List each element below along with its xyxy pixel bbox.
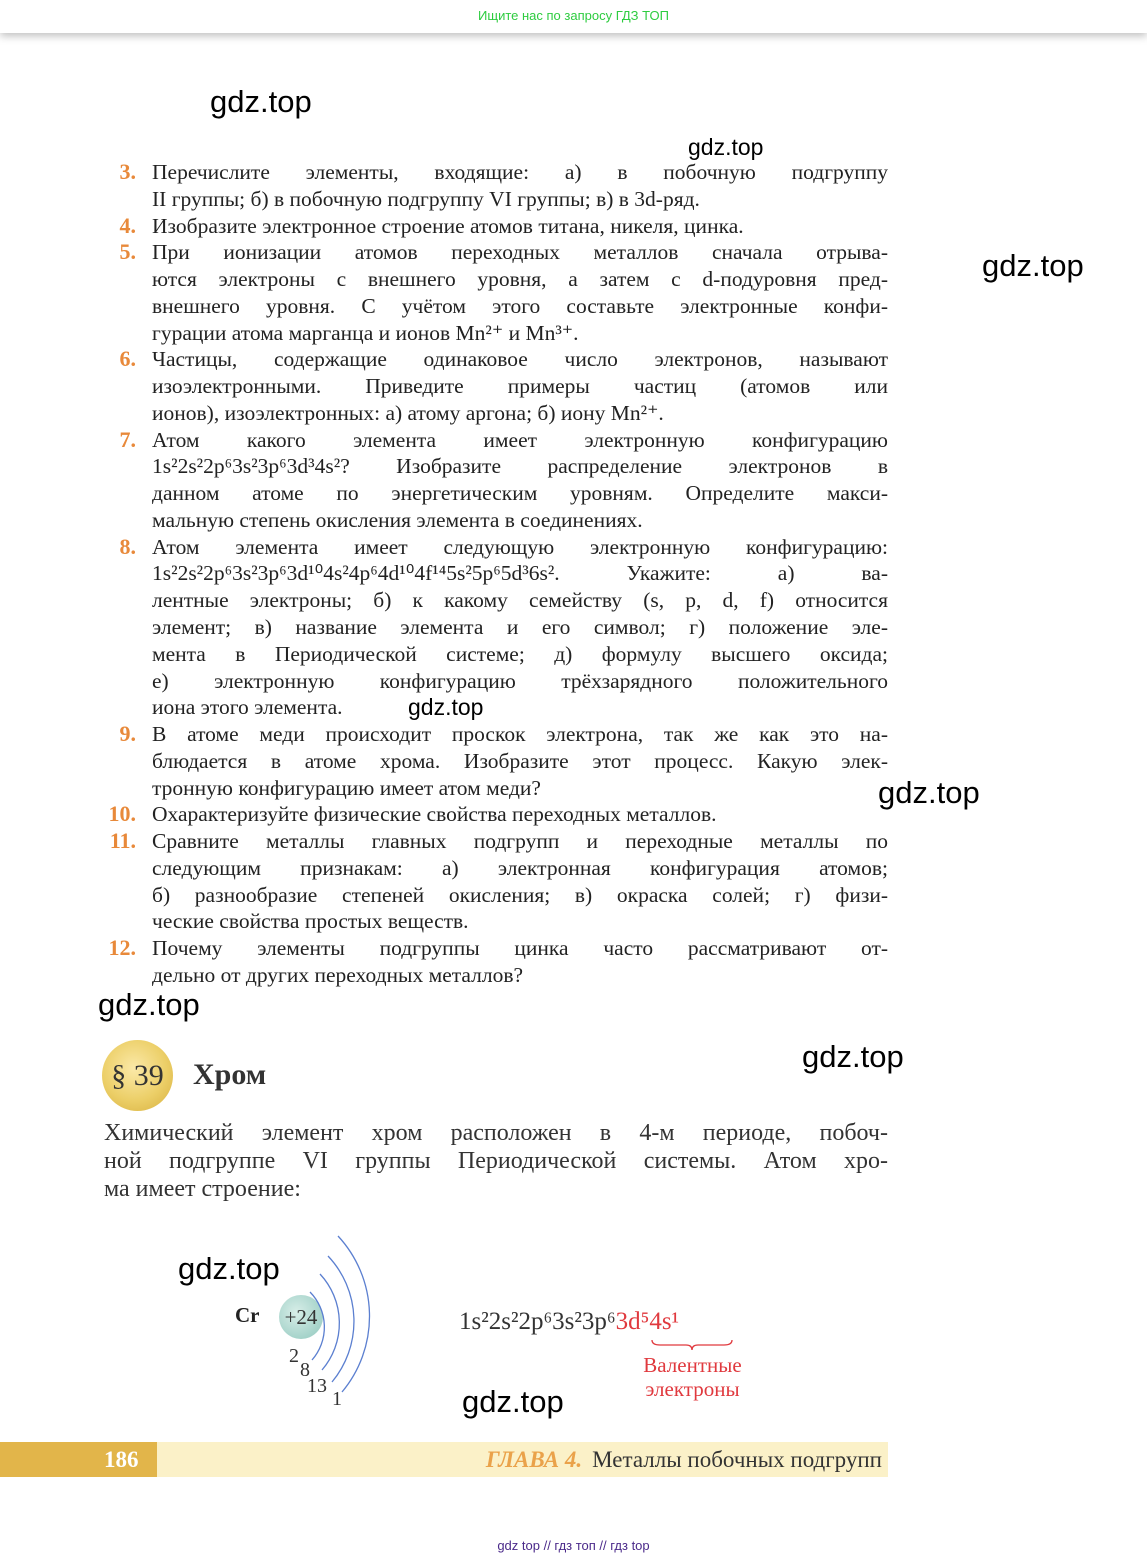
valence-label-line: электроны <box>645 1377 740 1401</box>
question-item <box>100 427 888 534</box>
question-number: 3. <box>119 159 136 184</box>
question-number: 11. <box>109 828 136 854</box>
question-number: 12. <box>108 935 136 961</box>
page-number: 186 <box>0 1442 157 1477</box>
question-line: дельно от других переходных металлов? <box>152 962 524 987</box>
question-number: 7. <box>119 426 136 452</box>
section-number: § 39 <box>111 1058 164 1092</box>
question-item <box>100 239 888 346</box>
electron-configuration <box>459 1308 679 1336</box>
paragraph-line: ной подгруппе VI группы Периодической системы. Атом хро- <box>104 1148 888 1174</box>
question-number: 4. <box>119 212 136 238</box>
shell-count: 2 <box>289 1345 299 1367</box>
question-line: В атоме меди происходит проскок электрона, так же как это на- <box>152 722 888 747</box>
shell-arc <box>328 1256 354 1382</box>
question-line: ионов), изоэлектронных: а) атому аргона; б) иону Mn²⁺. <box>152 400 664 425</box>
question-line: ческие свойства простых веществ. <box>152 909 469 934</box>
chapter-title: Металлы побочных подгрупп <box>592 1447 882 1472</box>
bottom-links[interactable]: gdz top // гдз топ // гдз top <box>497 1538 650 1553</box>
watermark: gdz.top <box>210 84 312 119</box>
question-line: гурации атома марганца и ионов Mn²⁺ и Mn³⁺. <box>152 320 579 345</box>
chapter-header <box>486 1442 882 1477</box>
questions-list <box>100 159 888 989</box>
question-line: 1s²2s²2p⁶3s²3p⁶3d³4s²? Изобразите распределение электронов в <box>152 454 888 479</box>
config-core: 1s²2s²2p⁶3s²3p⁶ <box>459 1308 616 1335</box>
section-paragraph <box>104 1119 888 1203</box>
question-line: Изобразите электронное строение атомов титана, никеля, цинка. <box>152 213 744 238</box>
section-title: Хром <box>193 1058 267 1091</box>
question-line: внешнего уровня. С учётом этого составьте электронные конфи- <box>152 293 888 318</box>
shell-count: 1 <box>332 1388 342 1410</box>
top-banner-text: Ищите нас по запросу ГДЗ ТОП <box>478 8 669 23</box>
shell-arc <box>320 1274 339 1370</box>
question-line: II группы; б) в побочную подгруппу VI группы; в) в 3d-ряд. <box>152 186 700 211</box>
question-item <box>100 935 888 989</box>
question-line: элемент; в) название элемента и его символ; г) положение эле- <box>152 615 888 640</box>
question-number: 6. <box>119 346 136 372</box>
question-line: изоэлектронными. Приведите примеры частиц (атомов или <box>152 374 888 399</box>
shell-count: 13 <box>307 1375 327 1397</box>
shell-count: 8 <box>300 1359 310 1381</box>
watermark: gdz.top <box>178 1251 280 1286</box>
question-line: Атом элемента имеет следующую электронную конфигурацию: <box>152 534 888 559</box>
shell-arc <box>310 1292 324 1360</box>
element-symbol: Cr <box>235 1303 260 1327</box>
paragraph-line: ма имеет строение: <box>104 1176 301 1202</box>
question-number: 8. <box>119 533 136 559</box>
question-line: Частицы, содержащие одинаковое число электронов, называют <box>152 347 888 372</box>
question-item <box>100 213 888 240</box>
question-line: лентные электроны; б) к какому семейству (s, p, d, f) относится <box>152 588 888 613</box>
top-banner <box>0 0 1147 33</box>
question-line: Атом какого элемента имеет электронную конфигурацию <box>152 427 888 452</box>
question-line: Охарактеризуйте физические свойства переходных металлов. <box>152 802 717 827</box>
question-line: мента в Периодической системе; д) формулу высшего оксида; <box>152 641 888 666</box>
question-line: тронную конфигурацию имеет атом меди? <box>152 775 541 800</box>
nucleus-charge: +24 <box>284 1304 318 1329</box>
watermark: gdz.top <box>462 1384 564 1419</box>
watermark: gdz.top <box>98 987 200 1022</box>
question-number: 9. <box>119 721 136 747</box>
watermark: gdz.top <box>982 248 1084 283</box>
valence-label <box>620 1353 765 1401</box>
question-line: При ионизации атомов переходных металлов сначала отрыва- <box>152 240 888 265</box>
question-line: данном атоме по энергетическим уровням. Определите макси- <box>152 481 888 506</box>
question-line: б) разнообразие степеней окисления; в) окраска солей; г) физи- <box>152 882 888 907</box>
question-line: Сравните металлы главных подгрупп и переходные металлы по <box>152 829 888 854</box>
question-item <box>100 721 888 801</box>
question-item <box>100 828 888 935</box>
question-number: 10. <box>108 801 136 827</box>
valence-label-line: Валентные <box>643 1353 742 1377</box>
brace-icon <box>650 1338 734 1352</box>
paragraph-line: Химический элемент хром расположен в 4-м периоде, побоч- <box>104 1120 888 1146</box>
section-badge <box>102 1040 173 1111</box>
watermark: gdz.top <box>688 134 764 160</box>
question-line: Перечислите элементы, входящие: а) в побочную подгруппу <box>152 160 888 184</box>
question-number: 5. <box>119 239 136 265</box>
question-line: мальную степень окисления элемента в соединениях. <box>152 507 643 532</box>
question-line: Почему элементы подгруппы цинка часто рассматривают от- <box>152 936 888 961</box>
question-line: е) электронную конфигурацию трёхзарядного положительного <box>152 668 888 693</box>
question-line: следующим признакам: а) электронная конфигурация атомов; <box>152 855 888 880</box>
watermark: gdz.top <box>802 1039 904 1074</box>
question-item <box>100 801 888 828</box>
question-item <box>100 159 888 213</box>
page-footer <box>0 1442 888 1477</box>
question-line: ются электроны с внешнего уровня, а затем с d-подуровня пред- <box>152 267 888 292</box>
question-line: иона этого элемента. <box>152 695 343 720</box>
watermark: gdz.top <box>408 694 484 720</box>
question-line: блюдается в атоме хрома. Изобразите этот процесс. Какую элек- <box>152 748 888 773</box>
chapter-label: ГЛАВА 4. <box>485 1447 583 1472</box>
electron-shells-arcs <box>270 1230 410 1410</box>
watermark: gdz.top <box>878 775 980 810</box>
question-item <box>100 346 888 426</box>
config-valence: 3d⁵4s¹ <box>615 1308 680 1335</box>
question-line: 1s²2s²2p⁶3s²3p⁶3d¹⁰4s²4p⁶4d¹⁰4f¹⁴5s²5p⁶5d³6s². Укажите: а) ва- <box>152 561 888 586</box>
question-item <box>100 534 888 721</box>
